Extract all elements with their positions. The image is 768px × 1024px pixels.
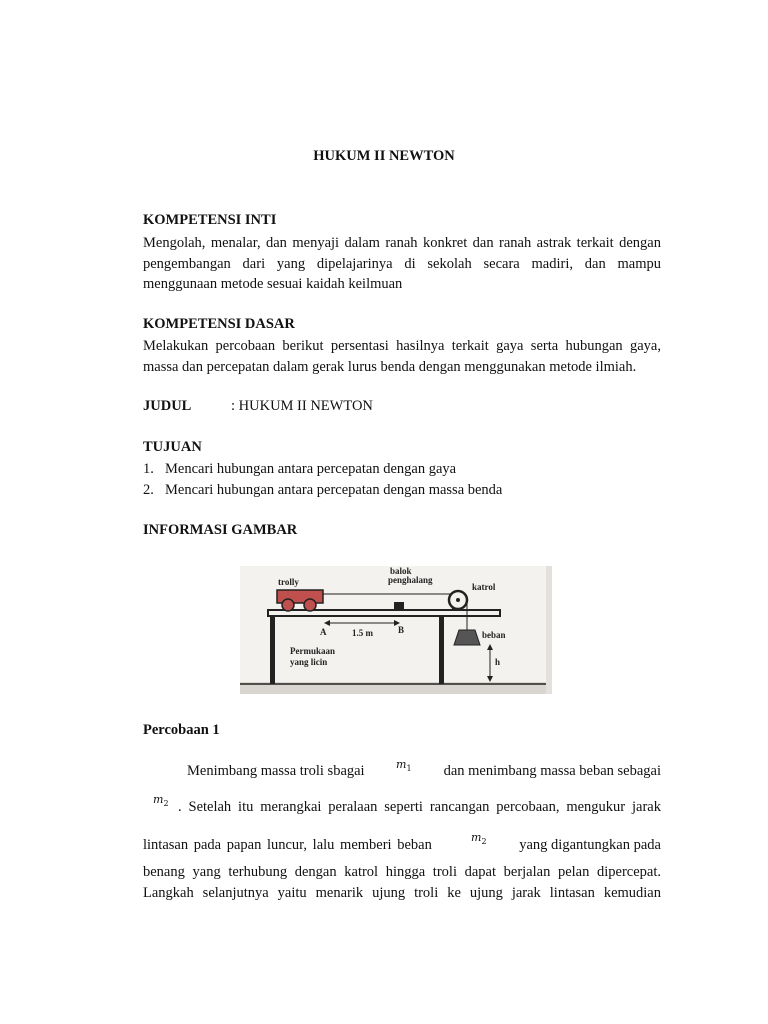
- symbol-m: m: [471, 831, 482, 844]
- trolly-wheel: [304, 599, 316, 611]
- kompetensi-dasar-line: Melakukan percobaan berikut persentasi hasilnya terkait gaya serta hubungan gaya,: [143, 338, 661, 354]
- label-balok: balok: [390, 566, 412, 576]
- label-trolly: trolly: [278, 577, 299, 587]
- pulley-axle: [456, 598, 460, 602]
- symbol-subscript: 1: [406, 764, 412, 774]
- symbol-subscript: 2: [163, 799, 169, 809]
- percobaan-line: benang yang terhubung dengan katrol hingga troli dapat berjalan pelan dipercepat.: [143, 864, 661, 880]
- judul-value: : HUKUM II NEWTON: [231, 398, 373, 414]
- symbol-subscript: 2: [481, 837, 487, 847]
- list-item-number: 1.: [143, 461, 154, 477]
- kompetensi-inti-line: Mengolah, menalar, dan menyaji dalam ranah konkret dan ranah astrak terkait dengan: [143, 235, 661, 251]
- symbol-m: m: [396, 758, 407, 771]
- label-permukaan: Permukaan: [290, 646, 335, 656]
- list-item-text: Mencari hubungan antara percepatan dengan gaya: [165, 461, 457, 477]
- judul-row: [143, 398, 543, 415]
- percobaan-line: dan menimbang massa beban sebagai: [443, 763, 661, 779]
- label-beban: beban: [482, 630, 506, 640]
- experiment-diagram: [240, 566, 552, 694]
- percobaan-line: . Setelah itu merangkai peralaan seperti rancangan percobaan, mengukur jarak: [178, 799, 661, 815]
- percobaan-line: lintasan pada papan luncur, lalu memberi beban: [143, 837, 432, 853]
- list-item: [143, 459, 502, 480]
- list-item-text: Mencari hubungan antara percepatan dengan massa benda: [165, 482, 503, 498]
- balok-penghalang: [394, 602, 404, 610]
- beban-weight: [454, 630, 480, 645]
- label-penghalang: penghalang: [388, 575, 433, 585]
- percobaan-line: Menimbang massa troli sbagai: [187, 763, 365, 779]
- percobaan-line: yang digantungkan pada: [519, 837, 661, 853]
- kompetensi-inti-line: pengembangan dari yang dipelajarinya di sekolah secara madiri, dan mampu: [143, 255, 661, 272]
- list-item: [143, 480, 502, 501]
- tujuan-list: [143, 459, 502, 501]
- experiment-figure: [240, 566, 552, 694]
- kompetensi-dasar-text: [143, 336, 661, 377]
- kompetensi-dasar-heading: KOMPETENSI DASAR: [143, 316, 295, 332]
- kompetensi-inti-heading: KOMPETENSI INTI: [143, 212, 277, 228]
- label-katrol: katrol: [472, 582, 496, 592]
- tujuan-heading: TUJUAN: [143, 439, 202, 455]
- percobaan-heading: Percobaan 1: [143, 722, 220, 738]
- symbol-m: m: [153, 793, 164, 806]
- kompetensi-inti-text: [143, 233, 661, 295]
- label-distance: 1.5 m: [352, 628, 373, 638]
- label-h: h: [495, 657, 501, 667]
- judul-label: JUDUL: [143, 398, 192, 414]
- list-item-number: 2.: [143, 482, 154, 498]
- trolly-wheel: [282, 599, 294, 611]
- figure-edge: [546, 566, 552, 694]
- label-licin: yang licin: [290, 657, 328, 667]
- kompetensi-inti-line: menggunaan metode sesuai kaidah keilmuan: [143, 276, 403, 292]
- informasi-gambar-heading: INFORMASI GAMBAR: [143, 522, 298, 538]
- symbol-m2: [153, 793, 169, 808]
- percobaan-line: Langkah selanjutnya yaitu menarik ujung troli ke ujung jarak lintasan kemudian: [143, 885, 661, 901]
- label-b: B: [398, 625, 405, 635]
- symbol-m1: [396, 758, 412, 773]
- symbol-m2-inline: [471, 831, 487, 846]
- table-leg-right: [439, 616, 444, 684]
- table-leg-left: [270, 616, 275, 684]
- page-title: HUKUM II NEWTON: [313, 148, 455, 164]
- label-a: A: [320, 627, 327, 637]
- kompetensi-dasar-line: massa dan percepatan dalam gerak lurus benda dengan menggunakan metode ilmiah.: [143, 358, 637, 375]
